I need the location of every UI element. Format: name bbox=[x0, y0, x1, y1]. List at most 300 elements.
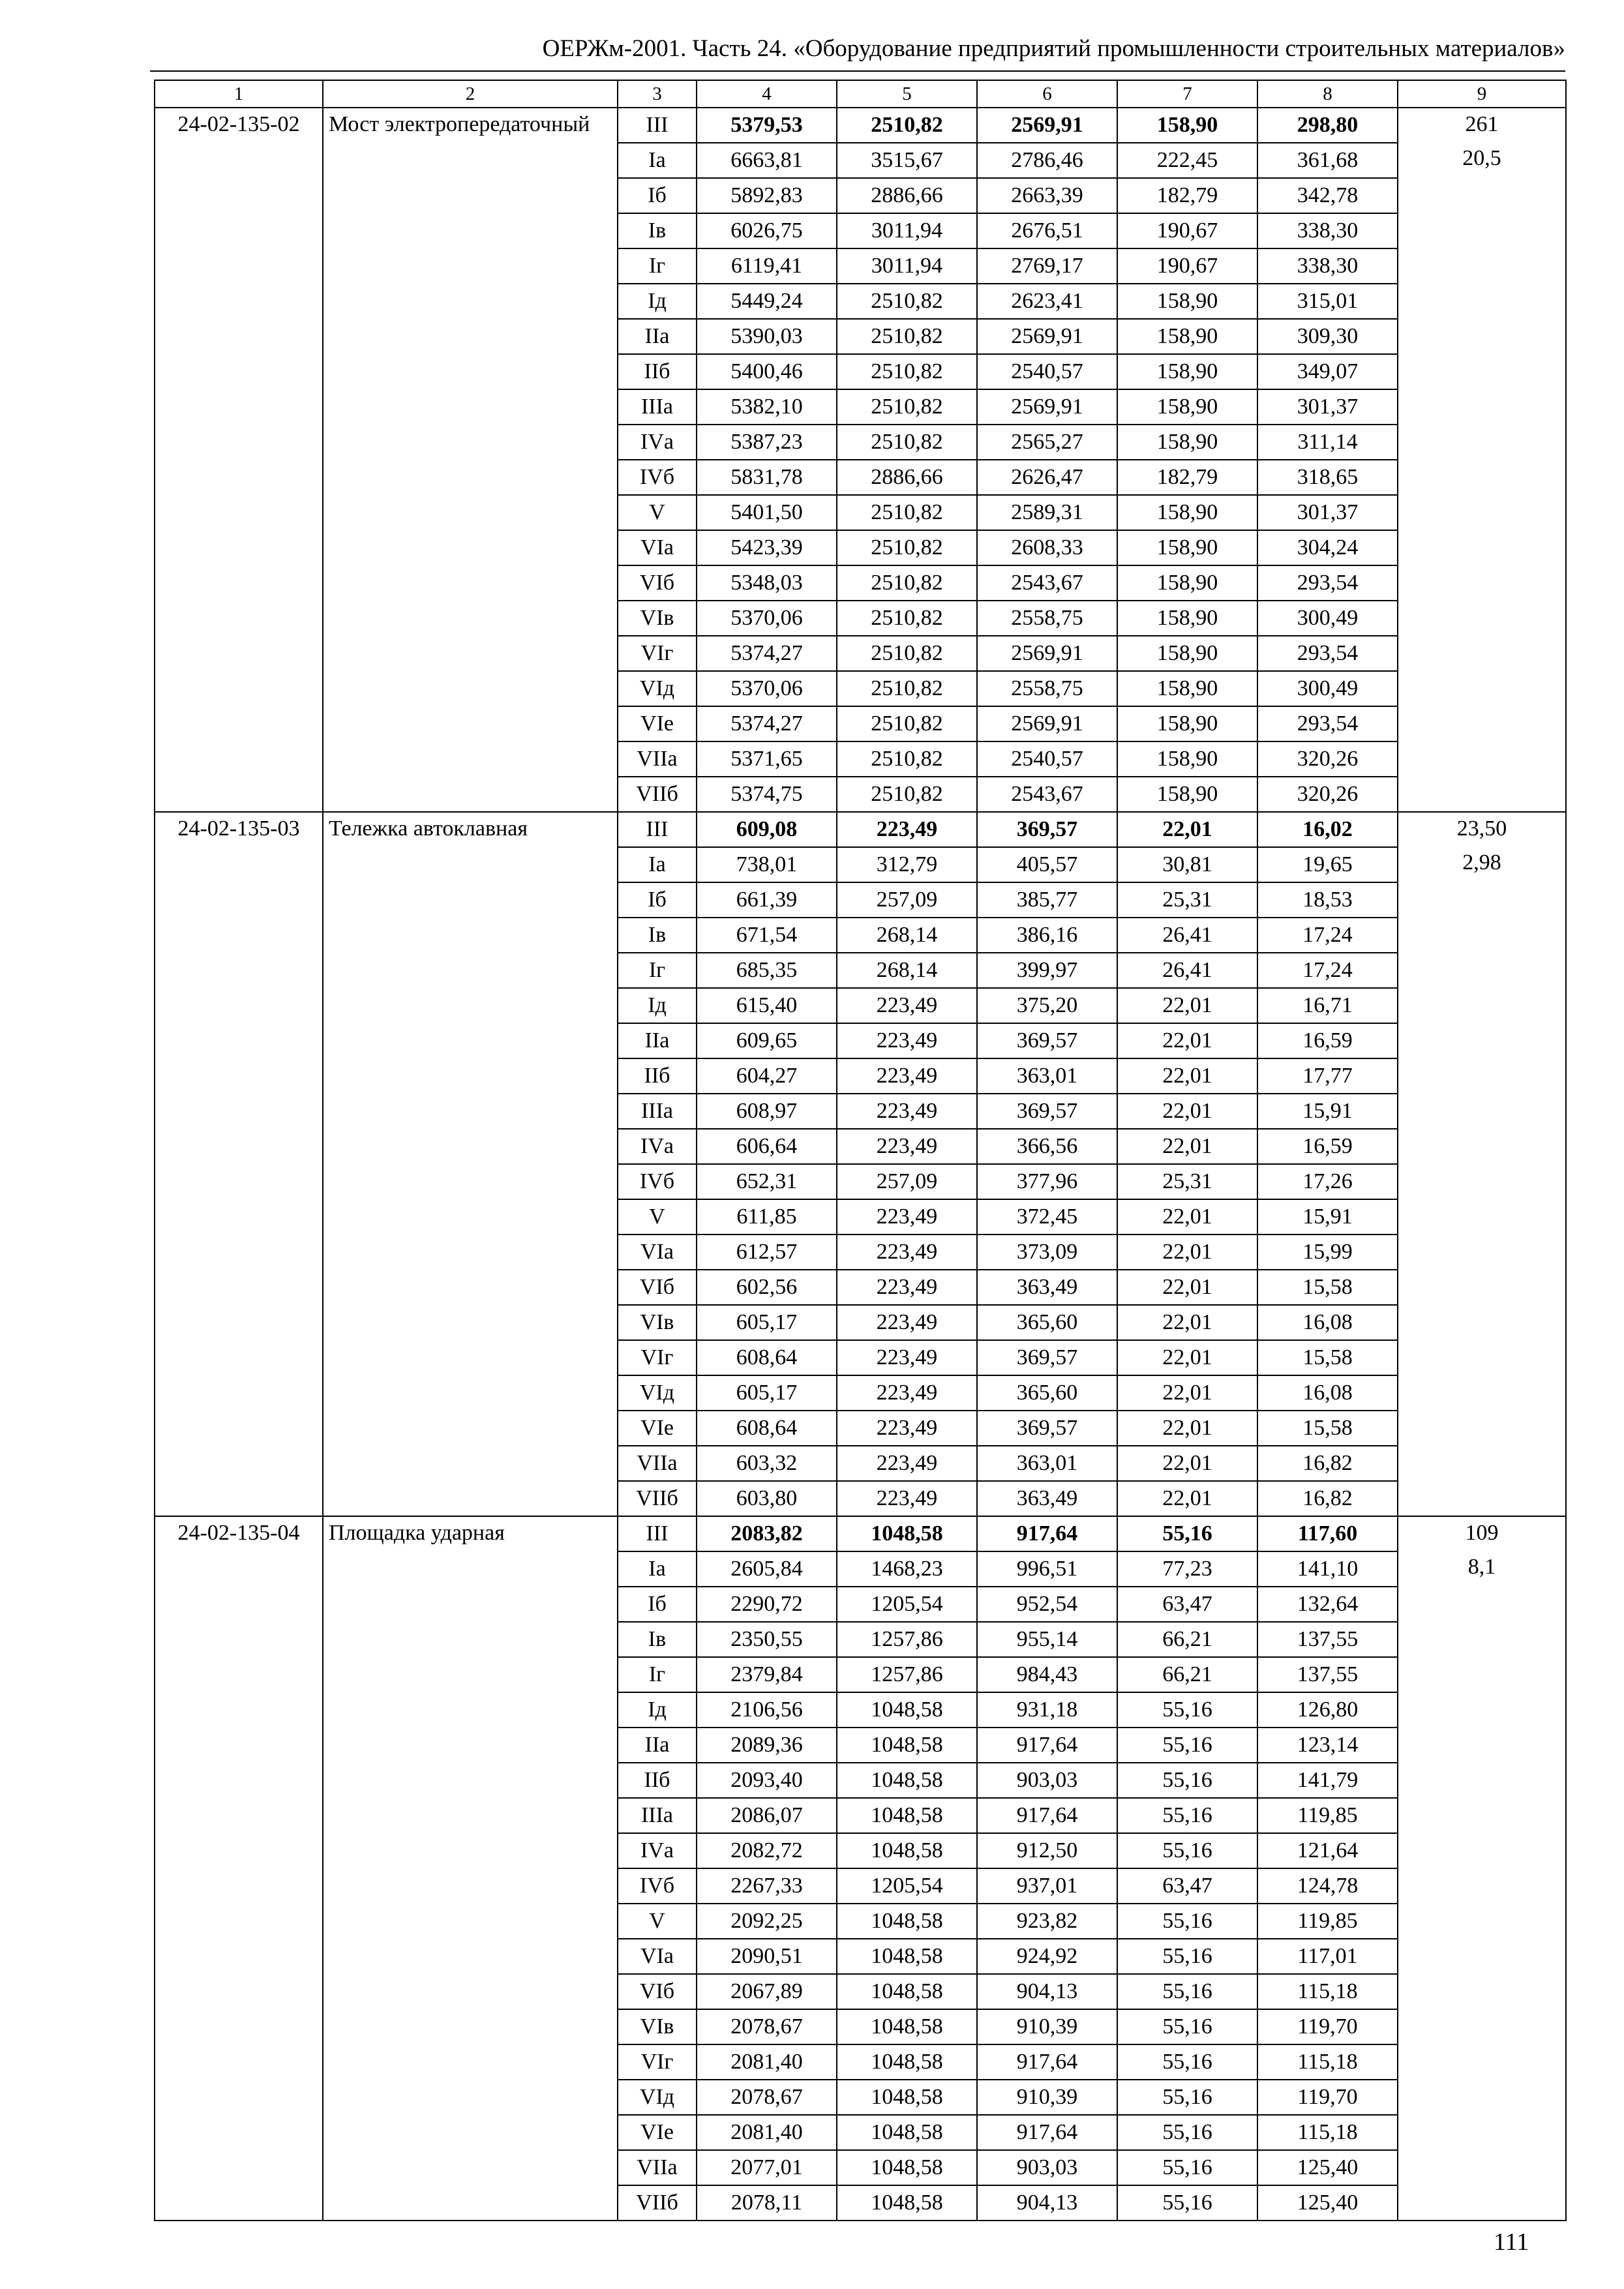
value-cell: 190,67 bbox=[1117, 213, 1257, 248]
value-cell: 5370,06 bbox=[697, 671, 837, 706]
value-cell: 611,85 bbox=[697, 1199, 837, 1234]
value-cell: 182,79 bbox=[1117, 460, 1257, 495]
value-cell: 22,01 bbox=[1117, 1129, 1257, 1164]
zone-cell: VIIа bbox=[618, 2150, 697, 2185]
value-cell: 158,90 bbox=[1117, 741, 1257, 777]
zone-cell: IIIа bbox=[618, 1094, 697, 1129]
value-cell: 2589,31 bbox=[977, 495, 1117, 530]
column-9-value: 8,1 bbox=[1467, 1555, 1496, 1579]
value-cell: 223,49 bbox=[837, 1481, 977, 1516]
value-cell: 609,08 bbox=[697, 812, 837, 847]
value-cell: 2510,82 bbox=[837, 425, 977, 460]
value-cell: 385,77 bbox=[977, 882, 1117, 918]
value-cell: 223,49 bbox=[837, 988, 977, 1023]
value-cell: 369,57 bbox=[977, 1411, 1117, 1446]
value-cell: 931,18 bbox=[977, 1692, 1117, 1728]
resource-group bbox=[155, 812, 1566, 1516]
value-cell: 257,09 bbox=[837, 882, 977, 918]
zone-cell: Iд bbox=[618, 988, 697, 1023]
value-cell: 2510,82 bbox=[837, 636, 977, 671]
value-cell: 22,01 bbox=[1117, 1199, 1257, 1234]
value-cell: 223,49 bbox=[837, 1023, 977, 1058]
value-cell: 2510,82 bbox=[837, 565, 977, 601]
zone-cell: IVб bbox=[618, 1164, 697, 1199]
value-cell: 158,90 bbox=[1117, 565, 1257, 601]
value-cell: 16,08 bbox=[1257, 1305, 1398, 1340]
value-cell: 1048,58 bbox=[837, 2150, 977, 2185]
value-cell: 55,16 bbox=[1117, 2009, 1257, 2044]
value-cell: 141,79 bbox=[1257, 1763, 1398, 1798]
value-cell: 300,49 bbox=[1257, 601, 1398, 636]
value-cell: 121,64 bbox=[1257, 1833, 1398, 1868]
value-cell: 309,30 bbox=[1257, 319, 1398, 354]
value-cell: 26,41 bbox=[1117, 953, 1257, 988]
value-cell: 312,79 bbox=[837, 847, 977, 882]
value-cell: 22,01 bbox=[1117, 1446, 1257, 1481]
zone-cell: VIб bbox=[618, 565, 697, 601]
value-cell: 126,80 bbox=[1257, 1692, 1398, 1728]
value-cell: 2569,91 bbox=[977, 108, 1117, 143]
header-divider bbox=[150, 70, 1565, 72]
zone-cell: Iа bbox=[618, 143, 697, 178]
value-cell: 1257,86 bbox=[837, 1622, 977, 1657]
column-number: 8 bbox=[1257, 80, 1398, 108]
table-row bbox=[155, 1516, 1566, 1551]
value-cell: 1205,54 bbox=[837, 1587, 977, 1622]
value-cell: 182,79 bbox=[1117, 178, 1257, 213]
column-9-value: 20,5 bbox=[1462, 146, 1501, 170]
value-cell: 1048,58 bbox=[837, 2009, 977, 2044]
value-cell: 125,40 bbox=[1257, 2150, 1398, 2185]
zone-cell: IIб bbox=[618, 1058, 697, 1094]
zone-cell: IVб bbox=[618, 460, 697, 495]
value-cell: 315,01 bbox=[1257, 284, 1398, 319]
value-cell: 298,80 bbox=[1257, 108, 1398, 143]
zone-cell: III bbox=[618, 1516, 697, 1551]
value-cell: 311,14 bbox=[1257, 425, 1398, 460]
value-cell: 16,82 bbox=[1257, 1481, 1398, 1516]
value-cell: 2086,07 bbox=[697, 1798, 837, 1833]
value-cell: 137,55 bbox=[1257, 1657, 1398, 1692]
value-cell: 2510,82 bbox=[837, 741, 977, 777]
value-cell: 158,90 bbox=[1117, 389, 1257, 425]
value-cell: 17,26 bbox=[1257, 1164, 1398, 1199]
value-cell: 223,49 bbox=[837, 1094, 977, 1129]
value-cell: 257,09 bbox=[837, 1164, 977, 1199]
zone-cell: VIг bbox=[618, 2044, 697, 2080]
value-cell: 2569,91 bbox=[977, 319, 1117, 354]
value-cell: 223,49 bbox=[837, 1058, 977, 1094]
table-row bbox=[155, 812, 1566, 847]
value-cell: 22,01 bbox=[1117, 1340, 1257, 1375]
zone-cell: VIIа bbox=[618, 1446, 697, 1481]
value-cell: 304,24 bbox=[1257, 530, 1398, 565]
value-cell: 2543,67 bbox=[977, 565, 1117, 601]
zone-cell: Iв bbox=[618, 213, 697, 248]
value-cell: 1048,58 bbox=[837, 1939, 977, 1974]
value-cell: 223,49 bbox=[837, 1129, 977, 1164]
value-cell: 372,45 bbox=[977, 1199, 1117, 1234]
value-cell: 55,16 bbox=[1117, 1728, 1257, 1763]
resource-name: Мост электропередаточный bbox=[323, 108, 618, 812]
value-cell: 320,26 bbox=[1257, 741, 1398, 777]
value-cell: 608,97 bbox=[697, 1094, 837, 1129]
value-cell: 912,50 bbox=[977, 1833, 1117, 1868]
resource-code: 24-02-135-04 bbox=[155, 1516, 323, 2221]
value-cell: 16,59 bbox=[1257, 1023, 1398, 1058]
value-cell: 22,01 bbox=[1117, 1481, 1257, 1516]
value-cell: 119,70 bbox=[1257, 2080, 1398, 2115]
value-cell: 2078,11 bbox=[697, 2185, 837, 2221]
table-row bbox=[155, 108, 1566, 143]
price-table bbox=[154, 80, 1567, 2221]
value-cell: 268,14 bbox=[837, 953, 977, 988]
value-cell: 30,81 bbox=[1117, 847, 1257, 882]
value-cell: 3011,94 bbox=[837, 213, 977, 248]
value-cell: 5892,83 bbox=[697, 178, 837, 213]
value-cell: 6663,81 bbox=[697, 143, 837, 178]
value-cell: 984,43 bbox=[977, 1657, 1117, 1692]
value-cell: 738,01 bbox=[697, 847, 837, 882]
value-cell: 5374,75 bbox=[697, 777, 837, 812]
value-cell: 2090,51 bbox=[697, 1939, 837, 1974]
value-cell: 2510,82 bbox=[837, 108, 977, 143]
column-9-value: 2,98 bbox=[1462, 850, 1501, 875]
zone-cell: IIIа bbox=[618, 389, 697, 425]
value-cell: 1048,58 bbox=[837, 1833, 977, 1868]
zone-cell: III bbox=[618, 108, 697, 143]
column-number: 7 bbox=[1117, 80, 1257, 108]
value-cell: 158,90 bbox=[1117, 495, 1257, 530]
value-cell: 158,90 bbox=[1117, 354, 1257, 389]
zone-cell: IIа bbox=[618, 1023, 697, 1058]
value-cell: 17,77 bbox=[1257, 1058, 1398, 1094]
value-cell: 2092,25 bbox=[697, 1904, 837, 1939]
value-cell: 2510,82 bbox=[837, 706, 977, 741]
column-number: 9 bbox=[1398, 80, 1566, 108]
value-cell: 223,49 bbox=[837, 1305, 977, 1340]
zone-cell: Iб bbox=[618, 882, 697, 918]
zone-cell: V bbox=[618, 1904, 697, 1939]
column-number: 6 bbox=[977, 80, 1117, 108]
value-cell: 223,49 bbox=[837, 1446, 977, 1481]
value-cell: 349,07 bbox=[1257, 354, 1398, 389]
value-cell: 910,39 bbox=[977, 2080, 1117, 2115]
value-cell: 16,08 bbox=[1257, 1375, 1398, 1411]
value-cell: 369,57 bbox=[977, 812, 1117, 847]
value-cell: 125,40 bbox=[1257, 2185, 1398, 2221]
value-cell: 16,02 bbox=[1257, 812, 1398, 847]
value-cell: 1257,86 bbox=[837, 1657, 977, 1692]
resource-group bbox=[155, 1516, 1566, 2221]
value-cell: 158,90 bbox=[1117, 636, 1257, 671]
zone-cell: VIд bbox=[618, 2080, 697, 2115]
value-cell: 602,56 bbox=[697, 1270, 837, 1305]
value-cell: 1205,54 bbox=[837, 1868, 977, 1904]
resource-code: 24-02-135-03 bbox=[155, 812, 323, 1516]
value-cell: 2786,46 bbox=[977, 143, 1117, 178]
value-cell: 15,58 bbox=[1257, 1411, 1398, 1446]
value-cell: 55,16 bbox=[1117, 1974, 1257, 2009]
value-cell: 55,16 bbox=[1117, 1763, 1257, 1798]
value-cell: 2510,82 bbox=[837, 319, 977, 354]
zone-cell: VIе bbox=[618, 1411, 697, 1446]
page-number: 111 bbox=[1494, 2228, 1529, 2256]
value-cell: 293,54 bbox=[1257, 706, 1398, 741]
value-cell: 77,23 bbox=[1117, 1551, 1257, 1587]
value-cell: 158,90 bbox=[1117, 530, 1257, 565]
value-cell: 2605,84 bbox=[697, 1551, 837, 1587]
value-cell: 66,21 bbox=[1117, 1657, 1257, 1692]
column-9-values bbox=[1398, 108, 1566, 812]
zone-cell: VIб bbox=[618, 1974, 697, 2009]
value-cell: 338,30 bbox=[1257, 213, 1398, 248]
value-cell: 2510,82 bbox=[837, 495, 977, 530]
value-cell: 22,01 bbox=[1117, 988, 1257, 1023]
value-cell: 2558,75 bbox=[977, 601, 1117, 636]
table-header bbox=[155, 80, 1566, 108]
zone-cell: IIа bbox=[618, 1728, 697, 1763]
value-cell: 917,64 bbox=[977, 1798, 1117, 1833]
zone-cell: VIIб bbox=[618, 2185, 697, 2221]
zone-cell: VIд bbox=[618, 1375, 697, 1411]
value-cell: 1048,58 bbox=[837, 2185, 977, 2221]
zone-cell: VIб bbox=[618, 1270, 697, 1305]
value-cell: 22,01 bbox=[1117, 1375, 1257, 1411]
resource-name: Тележка автоклавная bbox=[323, 812, 618, 1516]
value-cell: 952,54 bbox=[977, 1587, 1117, 1622]
value-cell: 2067,89 bbox=[697, 1974, 837, 2009]
value-cell: 5423,39 bbox=[697, 530, 837, 565]
value-cell: 22,01 bbox=[1117, 812, 1257, 847]
zone-cell: IVа bbox=[618, 1833, 697, 1868]
value-cell: 158,90 bbox=[1117, 671, 1257, 706]
value-cell: 1048,58 bbox=[837, 1763, 977, 1798]
value-cell: 2626,47 bbox=[977, 460, 1117, 495]
value-cell: 223,49 bbox=[837, 1270, 977, 1305]
value-cell: 671,54 bbox=[697, 918, 837, 953]
value-cell: 917,64 bbox=[977, 1728, 1117, 1763]
value-cell: 3515,67 bbox=[837, 143, 977, 178]
zone-cell: Iб bbox=[618, 1587, 697, 1622]
value-cell: 1048,58 bbox=[837, 1904, 977, 1939]
value-cell: 2267,33 bbox=[697, 1868, 837, 1904]
value-cell: 55,16 bbox=[1117, 2185, 1257, 2221]
value-cell: 66,21 bbox=[1117, 1622, 1257, 1657]
value-cell: 2290,72 bbox=[697, 1587, 837, 1622]
value-cell: 15,91 bbox=[1257, 1199, 1398, 1234]
value-cell: 2540,57 bbox=[977, 741, 1117, 777]
value-cell: 608,64 bbox=[697, 1340, 837, 1375]
value-cell: 5374,27 bbox=[697, 706, 837, 741]
zone-cell: VIв bbox=[618, 601, 697, 636]
value-cell: 1048,58 bbox=[837, 1516, 977, 1551]
value-cell: 22,01 bbox=[1117, 1305, 1257, 1340]
value-cell: 119,85 bbox=[1257, 1798, 1398, 1833]
value-cell: 223,49 bbox=[837, 1234, 977, 1270]
zone-cell: III bbox=[618, 812, 697, 847]
value-cell: 301,37 bbox=[1257, 389, 1398, 425]
zone-cell: Iа bbox=[618, 1551, 697, 1587]
value-cell: 903,03 bbox=[977, 1763, 1117, 1798]
value-cell: 2089,36 bbox=[697, 1728, 837, 1763]
value-cell: 223,49 bbox=[837, 1411, 977, 1446]
value-cell: 2510,82 bbox=[837, 284, 977, 319]
value-cell: 25,31 bbox=[1117, 882, 1257, 918]
value-cell: 3011,94 bbox=[837, 248, 977, 284]
value-cell: 115,18 bbox=[1257, 2115, 1398, 2150]
value-cell: 1048,58 bbox=[837, 2115, 977, 2150]
zone-cell: VIв bbox=[618, 2009, 697, 2044]
value-cell: 338,30 bbox=[1257, 248, 1398, 284]
value-cell: 937,01 bbox=[977, 1868, 1117, 1904]
value-cell: 924,92 bbox=[977, 1939, 1117, 1974]
value-cell: 55,16 bbox=[1117, 1939, 1257, 1974]
value-cell: 955,14 bbox=[977, 1622, 1117, 1657]
value-cell: 917,64 bbox=[977, 1516, 1117, 1551]
value-cell: 1048,58 bbox=[837, 1974, 977, 2009]
value-cell: 18,53 bbox=[1257, 882, 1398, 918]
value-cell: 606,64 bbox=[697, 1129, 837, 1164]
value-cell: 2676,51 bbox=[977, 213, 1117, 248]
value-cell: 375,20 bbox=[977, 988, 1117, 1023]
zone-cell: Iд bbox=[618, 284, 697, 319]
value-cell: 2379,84 bbox=[697, 1657, 837, 1692]
value-cell: 369,57 bbox=[977, 1094, 1117, 1129]
value-cell: 158,90 bbox=[1117, 108, 1257, 143]
zone-cell: IVа bbox=[618, 425, 697, 460]
value-cell: 5379,53 bbox=[697, 108, 837, 143]
value-cell: 16,59 bbox=[1257, 1129, 1398, 1164]
value-cell: 2082,72 bbox=[697, 1833, 837, 1868]
value-cell: 405,57 bbox=[977, 847, 1117, 882]
zone-cell: VIIа bbox=[618, 741, 697, 777]
zone-cell: IIIа bbox=[618, 1798, 697, 1833]
value-cell: 2510,82 bbox=[837, 530, 977, 565]
zone-cell: IVб bbox=[618, 1868, 697, 1904]
value-cell: 55,16 bbox=[1117, 1798, 1257, 1833]
value-cell: 55,16 bbox=[1117, 1692, 1257, 1728]
zone-cell: VIг bbox=[618, 1340, 697, 1375]
zone-cell: IIа bbox=[618, 319, 697, 354]
value-cell: 615,40 bbox=[697, 988, 837, 1023]
value-cell: 223,49 bbox=[837, 1340, 977, 1375]
value-cell: 5370,06 bbox=[697, 601, 837, 636]
value-cell: 5371,65 bbox=[697, 741, 837, 777]
value-cell: 369,57 bbox=[977, 1340, 1117, 1375]
column-number: 1 bbox=[155, 80, 323, 108]
value-cell: 2543,67 bbox=[977, 777, 1117, 812]
value-cell: 2558,75 bbox=[977, 671, 1117, 706]
value-cell: 603,80 bbox=[697, 1481, 837, 1516]
zone-cell: Iд bbox=[618, 1692, 697, 1728]
value-cell: 119,70 bbox=[1257, 2009, 1398, 2044]
value-cell: 5348,03 bbox=[697, 565, 837, 601]
value-cell: 5449,24 bbox=[697, 284, 837, 319]
value-cell: 5387,23 bbox=[697, 425, 837, 460]
value-cell: 293,54 bbox=[1257, 565, 1398, 601]
value-cell: 158,90 bbox=[1117, 777, 1257, 812]
value-cell: 25,31 bbox=[1117, 1164, 1257, 1199]
value-cell: 2569,91 bbox=[977, 706, 1117, 741]
value-cell: 158,90 bbox=[1117, 425, 1257, 460]
column-number: 2 bbox=[323, 80, 618, 108]
value-cell: 223,49 bbox=[837, 1199, 977, 1234]
column-number-row bbox=[155, 80, 1566, 108]
value-cell: 17,24 bbox=[1257, 918, 1398, 953]
value-cell: 17,24 bbox=[1257, 953, 1398, 988]
zone-cell: VIд bbox=[618, 671, 697, 706]
value-cell: 137,55 bbox=[1257, 1622, 1398, 1657]
zone-cell: Iг bbox=[618, 1657, 697, 1692]
value-cell: 63,47 bbox=[1117, 1868, 1257, 1904]
value-cell: 904,13 bbox=[977, 1974, 1117, 2009]
value-cell: 55,16 bbox=[1117, 2044, 1257, 2080]
value-cell: 158,90 bbox=[1117, 319, 1257, 354]
value-cell: 115,18 bbox=[1257, 2044, 1398, 2080]
value-cell: 26,41 bbox=[1117, 918, 1257, 953]
value-cell: 6026,75 bbox=[697, 213, 837, 248]
value-cell: 22,01 bbox=[1117, 1058, 1257, 1094]
value-cell: 2081,40 bbox=[697, 2115, 837, 2150]
value-cell: 612,57 bbox=[697, 1234, 837, 1270]
value-cell: 5374,27 bbox=[697, 636, 837, 671]
value-cell: 363,01 bbox=[977, 1446, 1117, 1481]
value-cell: 158,90 bbox=[1117, 601, 1257, 636]
value-cell: 363,49 bbox=[977, 1481, 1117, 1516]
value-cell: 661,39 bbox=[697, 882, 837, 918]
value-cell: 2093,40 bbox=[697, 1763, 837, 1798]
zone-cell: Iв bbox=[618, 1622, 697, 1657]
zone-cell: Iб bbox=[618, 178, 697, 213]
value-cell: 2663,39 bbox=[977, 178, 1117, 213]
value-cell: 2569,91 bbox=[977, 636, 1117, 671]
value-cell: 2623,41 bbox=[977, 284, 1117, 319]
value-cell: 300,49 bbox=[1257, 671, 1398, 706]
zone-cell: VIг bbox=[618, 636, 697, 671]
value-cell: 19,65 bbox=[1257, 847, 1398, 882]
value-cell: 22,01 bbox=[1117, 1234, 1257, 1270]
value-cell: 55,16 bbox=[1117, 1516, 1257, 1551]
column-number: 5 bbox=[837, 80, 977, 108]
value-cell: 608,64 bbox=[697, 1411, 837, 1446]
column-9-values bbox=[1398, 1516, 1566, 2221]
column-9-value: 109 bbox=[1465, 1521, 1499, 1545]
value-cell: 5831,78 bbox=[697, 460, 837, 495]
zone-cell: VIа bbox=[618, 530, 697, 565]
value-cell: 361,68 bbox=[1257, 143, 1398, 178]
zone-cell: VIв bbox=[618, 1305, 697, 1340]
value-cell: 363,01 bbox=[977, 1058, 1117, 1094]
value-cell: 604,27 bbox=[697, 1058, 837, 1094]
column-number: 3 bbox=[618, 80, 697, 108]
value-cell: 63,47 bbox=[1117, 1587, 1257, 1622]
value-cell: 2510,82 bbox=[837, 601, 977, 636]
value-cell: 2350,55 bbox=[697, 1622, 837, 1657]
value-cell: 363,49 bbox=[977, 1270, 1117, 1305]
zone-cell: VIе bbox=[618, 706, 697, 741]
value-cell: 16,71 bbox=[1257, 988, 1398, 1023]
resource-code: 24-02-135-02 bbox=[155, 108, 323, 812]
value-cell: 342,78 bbox=[1257, 178, 1398, 213]
page-header-title: ОЕРЖм-2001. Часть 24. «Оборудование предприятий промышленности строительных материалов» bbox=[542, 35, 1565, 62]
value-cell: 904,13 bbox=[977, 2185, 1117, 2221]
zone-cell: Iа bbox=[618, 847, 697, 882]
value-cell: 5382,10 bbox=[697, 389, 837, 425]
zone-cell: VIа bbox=[618, 1234, 697, 1270]
value-cell: 1048,58 bbox=[837, 1692, 977, 1728]
value-cell: 132,64 bbox=[1257, 1587, 1398, 1622]
